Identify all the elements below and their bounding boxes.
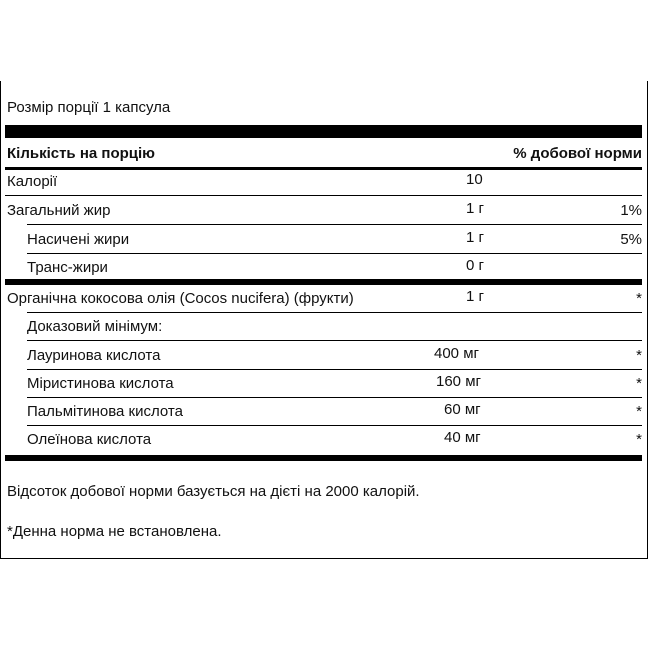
row-dv-palmitic-acid: * <box>636 403 642 420</box>
row-label-oleic-acid: Олеїнова кислота <box>27 431 152 448</box>
row-dv-total-fat: 1% <box>620 202 642 219</box>
daily-value-footnote: Відсоток добової норми базується на дієті на 2000 калорій. <box>7 483 420 500</box>
daily-value-header: % добової норми <box>513 145 642 162</box>
row-amount-total-fat: 1 г <box>466 200 484 217</box>
serving-size: Розмір порції 1 капсула <box>7 99 171 116</box>
amount-per-serving-header: Кількість на порцію <box>7 145 155 162</box>
not-established-footnote: *Денна норма не встановлена. <box>7 523 222 540</box>
row-amount-palmitic-acid: 60 мг <box>444 401 481 418</box>
row-divider <box>27 224 642 225</box>
row-label-saturated-fat: Насичені жири <box>27 231 130 248</box>
row-dv-coconut-oil: * <box>636 290 642 307</box>
row-label-palmitic-acid: Пальмітинова кислота <box>27 403 183 420</box>
row-amount-trans-fat: 0 г <box>466 257 484 274</box>
row-amount-oleic-acid: 40 мг <box>444 429 481 446</box>
row-divider <box>27 253 642 254</box>
row-dv-oleic-acid: * <box>636 431 642 448</box>
row-divider <box>27 340 642 341</box>
thick-divider-bottom <box>5 455 642 461</box>
row-amount-saturated-fat: 1 г <box>466 229 484 246</box>
row-dv-lauric-acid: * <box>636 347 642 364</box>
row-amount-coconut-oil: 1 г <box>466 288 484 305</box>
row-label-coconut-oil: Органічна кокосова олія (Cocos nucifera) (фрукти) <box>7 290 354 307</box>
row-label-total-fat: Загальний жир <box>7 202 111 219</box>
row-divider <box>27 369 642 370</box>
row-divider <box>27 397 642 398</box>
row-amount-calories: 10 <box>466 171 483 188</box>
row-amount-myristic-acid: 160 мг <box>436 373 481 390</box>
row-dv-saturated-fat: 5% <box>620 231 642 248</box>
row-divider <box>27 425 642 426</box>
row-label-myristic-acid: Міристинова кислота <box>27 375 174 392</box>
header-divider <box>5 167 642 170</box>
row-label-evidence-minimum: Доказовий мінімум: <box>27 318 163 335</box>
row-divider <box>5 195 642 196</box>
row-divider <box>27 312 642 313</box>
thick-divider-mid <box>5 279 642 285</box>
row-label-lauric-acid: Лауринова кислота <box>27 347 161 364</box>
row-label-calories: Калорії <box>7 173 58 190</box>
thick-divider-top <box>5 125 642 138</box>
row-amount-lauric-acid: 400 мг <box>434 345 479 362</box>
row-label-trans-fat: Транс-жири <box>27 259 108 276</box>
row-dv-myristic-acid: * <box>636 375 642 392</box>
